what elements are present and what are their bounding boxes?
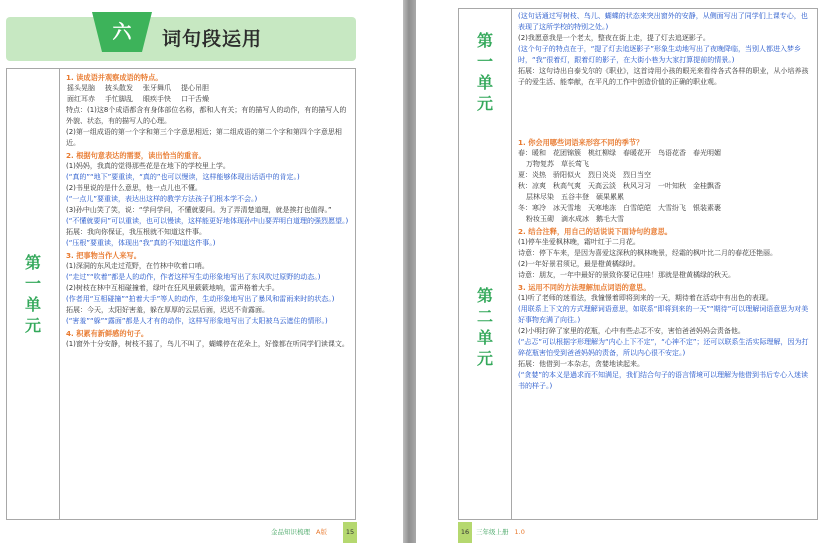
text-line: (2)第一组成语的第一个字和第三个字意思相近；第二组成语的第二个字和第四个字意思相近。 <box>66 128 342 147</box>
content-box-right-top <box>458 8 818 136</box>
exercise-heading: 1. 读成语并观察成语的特点。 <box>66 73 163 82</box>
section-number-badge <box>86 12 158 52</box>
footer-left <box>271 527 327 536</box>
idiom: 提心吊胆 <box>181 84 209 92</box>
text-line: 万物复苏 草长莺飞 <box>526 160 589 168</box>
book-spine <box>403 0 416 543</box>
footer-grade: 三年级上册 <box>476 528 509 536</box>
text-line: 秋：凉爽 秋高气爽 天高云淡 秋风习习 一叶知秋 金桂飘香 <box>518 182 721 190</box>
commentary: (“压根”要重读，体现出“我”真的不知道这件事。) <box>66 239 216 247</box>
commentary: (作者用“互相碰撞”“拍着大手”等人的动作，生动形象地写出了暴风和雷雨来时的状态。) <box>66 295 335 303</box>
text-line: (1)听了老师的迷看法，我憧憬着即将到来的一天，期待着在活动中有出色的表现。 <box>518 294 773 302</box>
unit-label-right-bottom: 第二单元 <box>476 285 493 368</box>
commentary: (“真的”“地下”要重读，“真的”也可以慢读，这样能够体现出话语中的肯定。) <box>66 173 300 181</box>
idiom: 口干舌燥 <box>181 95 209 103</box>
unit-column-left <box>7 69 60 519</box>
exercise-heading: 4. 积累有新鲜感的句子。 <box>66 329 149 338</box>
footer-version: 1.0 <box>514 528 525 536</box>
commentary: (这个句子的特点在于，“提了灯去追逐影子”形象生动地写出了夜晚降临，当别人都进入梦乡时，“我”很着灯，跟着灯的影子，在大街小巷为大家打算提前的情景。) <box>518 45 801 64</box>
text-line: (1)窗外十分安静，树枝不摇了，鸟儿不叫了，蝴蝶停在花朵上，好像都在听同学们读课文。 <box>66 340 349 348</box>
section-title: 词句段运用 <box>162 28 263 50</box>
text-line: (2)书里说的是什么意思，他一点儿也不懂。 <box>66 184 202 192</box>
commentary: (“忐忑”可以根据字形理解为“内心上下不定”，“心神不定”；还可以联系生活实际理解，因为打碎花瓶害怕受到爸爸妈妈的责备，所以内心很不安定。) <box>518 338 809 357</box>
text-line: (2)树枝在林中互相碰撞着，绿叶在狂风里簌簌地响，雷声格着大手。 <box>66 284 279 292</box>
idiom-row <box>66 83 349 94</box>
text-line: 诗意：朋友，一年中最好的景致你要记住哇！那就是橙黄橘绿的秋天。 <box>518 271 735 279</box>
idiom: 手忙脚乱 <box>105 95 133 103</box>
exercise-heading: 3. 把事物当作人来写。 <box>66 251 141 260</box>
footer-variant: A版 <box>316 528 327 536</box>
text-line: 拓展：这句诗出自泰戈尔的《职业》，这首诗用小孩的眼光来看待各式各样的职业，从小培养孩子的爱生活、能奉献，在平凡的工作中创造价值的正确的职业观。 <box>518 67 809 86</box>
exercise-heading: 2. 根据句意表达的需要，读出恰当的重音。 <box>66 151 206 160</box>
text-line: 层林尽染 五谷丰登 硕果累累 <box>526 193 624 201</box>
section-number: 六 <box>112 21 132 43</box>
content-box-right-bottom <box>458 134 818 520</box>
commentary: (“一点儿”要重读，表达出这样的教学方法孩子们根本学不会。) <box>66 195 258 203</box>
commentary: (“贪婪”的本义是過求而不知满足，我们结合句子的语言情境可以理解为他借到书后专心入迷读书的样子。) <box>518 371 808 390</box>
idiom: 眼疾手快 <box>143 95 171 103</box>
exercise-heading: 2. 结合注释，用自己的话说说下面诗句的意思。 <box>518 227 672 236</box>
text-line: (2)一年好景君须记，最是橙黄橘绿时。 <box>518 260 640 268</box>
idiom: 摇头晃脑 <box>67 84 95 92</box>
footer-right <box>476 527 525 536</box>
idiom-row <box>66 94 349 105</box>
commentary: (“不懂就要问”可以重读，也可以慢读，这样能更好地体现孙中山要弄明白道理的强烈愿望。) <box>66 217 349 225</box>
idiom: 张牙舞爪 <box>143 84 171 92</box>
text-line: (2)小明打碎了家里的花瓶，心中有些忐忑不安，害怕爸爸妈妈会责备他。 <box>518 327 745 335</box>
unit-label-left: 第一单元 <box>24 253 41 335</box>
idiom: 面红耳赤 <box>67 95 95 103</box>
text-line: (1)深洞的东风走过荒野，在竹林中吹着口哨。 <box>66 262 209 270</box>
text-line: (2)我愿意我是一个老太，整夜在街上走，提了灯去追逐影子。 <box>518 34 710 42</box>
text-line: 冬：寒冷 冰天雪地 天寒地冻 白雪皑皑 大雪纷飞 银装素裹 <box>518 204 721 212</box>
commentary: (用联系上下文的方式理解词语意思，如联系“即将到来的一天”“期待”可以理解词语意思为对美好事物充满了向往。) <box>518 305 809 324</box>
text-line: 春：暖和 花团锦簇 桃红柳绿 春暖花开 鸟语花香 春光明媚 <box>518 149 721 157</box>
page-number-right: 16 <box>458 522 472 543</box>
content-box-left <box>6 68 356 520</box>
text-line: 特点：(1)这8个成语都含有身体部位名称，都和人有关；有的描写人的动作，有的描写人的外貌、状态，有的描写人的心理。 <box>66 106 347 125</box>
text-line: (1)停车坐爱枫林晚，霜叶红于二月花。 <box>518 238 640 246</box>
right-top-content <box>513 9 817 135</box>
text-line: 诗意：停下车来，是因为喜爱这深秋的枫林晚景，经霜的枫叶比二月的春花还艳丽。 <box>518 249 777 257</box>
text-line: 拓展：我向你保证，我压根就不知道这件事。 <box>66 228 206 236</box>
commentary: (这句话通过写树枝、鸟儿、蝴蝶的状态来突出窗外的安静，从侧面写出了同学们上课专心，也表现了这所学校的特别之处。) <box>518 12 808 31</box>
commentary: (“害羞”“躲”“露面”都是人才有的动作，这样写形象地写出了太阳被乌云遮住的情形。) <box>66 317 328 325</box>
commentary: (“走过”“吹着”都是人的动作，作者这样写生动形象地写出了东风吹过原野的动态。) <box>66 273 321 281</box>
right-bottom-content <box>513 134 817 519</box>
unit-column-right-bottom <box>459 134 512 519</box>
text-line: 拓展：今天，太阳好害羞，躲在厚厚的云层后面，迟迟不肯露面。 <box>66 306 269 314</box>
footer-text: 金品知识梳理 <box>271 528 310 536</box>
idiom: 披头散发 <box>105 84 133 92</box>
unit-label-right-top: 第一单元 <box>476 31 493 113</box>
text-line: (3)孙中山笑了笑，说：“学问学问，不懂就要问。为了弄清楚道理，就是挨打也值得。” <box>66 206 332 214</box>
text-line: 夏：炎热 骄阳似火 烈日炎炎 烈日当空 <box>518 171 651 179</box>
left-content <box>61 69 355 519</box>
left-page <box>0 0 403 543</box>
exercise-heading: 3. 运用不同的方法理解加点词语的意思。 <box>518 283 651 292</box>
text-line: 拓展：他借到一本杂志，贪婪地读起来。 <box>518 360 644 368</box>
text-line: 粉妆玉砌 滴水成冰 鹅毛大雪 <box>526 215 624 223</box>
exercise-heading: 1. 你会用哪些词语来形容不同的季节？ <box>518 138 644 147</box>
unit-column-right-top <box>459 9 512 135</box>
page-number-left: 15 <box>343 522 357 543</box>
text-line: (1)妈妈，我真的觉得那些花是在地下的学校里上学。 <box>66 162 230 170</box>
